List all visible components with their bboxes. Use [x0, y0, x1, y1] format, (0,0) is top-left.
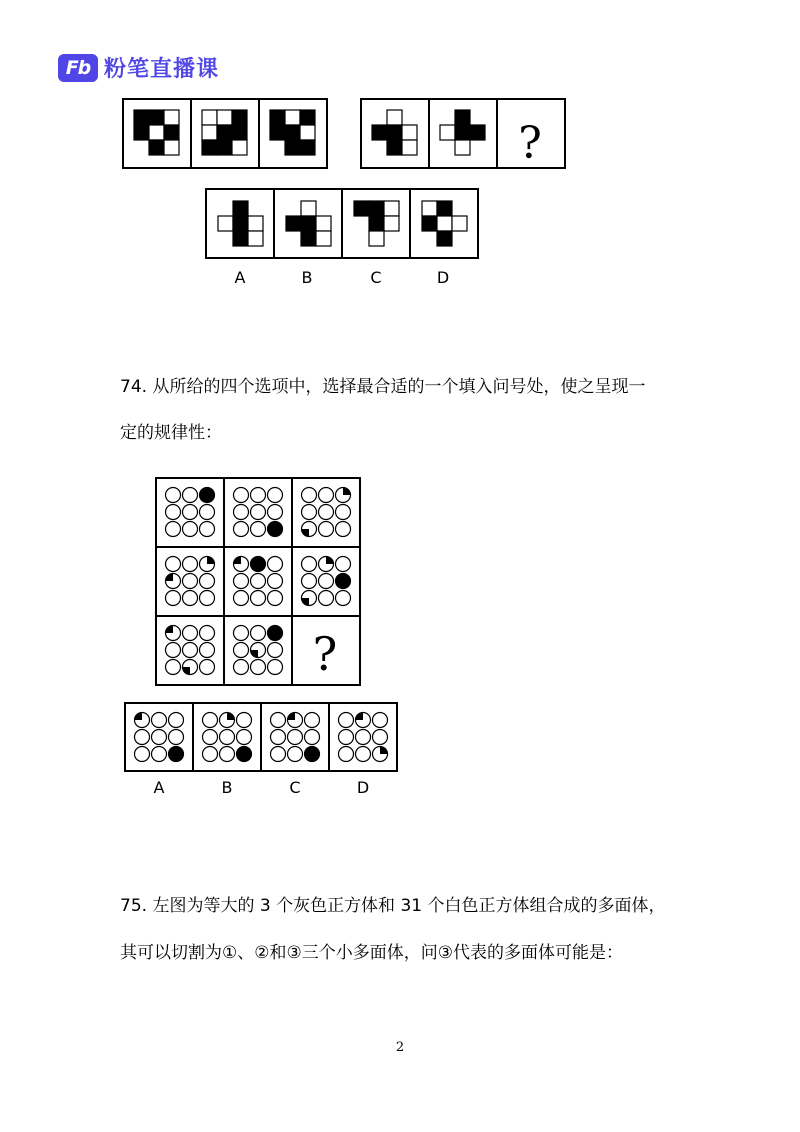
q74-circle	[268, 522, 283, 537]
q74-circle	[319, 488, 334, 503]
q73-block	[217, 110, 232, 125]
q74-circle	[336, 591, 351, 606]
q74-circle	[203, 713, 218, 728]
q73-block	[217, 125, 232, 140]
q74-circle	[339, 713, 354, 728]
q74-circle	[220, 730, 235, 745]
q74-circle	[251, 591, 266, 606]
q74-circle	[305, 747, 320, 762]
q74-circle	[237, 730, 252, 745]
q73-block	[149, 140, 164, 155]
q73-option-a-label: A	[234, 268, 246, 287]
q74-circle	[135, 730, 150, 745]
q73-block	[149, 110, 164, 125]
q74-circle	[268, 505, 283, 520]
q74-circle	[305, 713, 320, 728]
q73-block	[455, 110, 470, 125]
q74-circle	[251, 522, 266, 537]
q73-block	[232, 125, 247, 140]
q74-circle	[183, 488, 198, 503]
q74-circle	[200, 643, 215, 658]
q74-circle	[169, 713, 184, 728]
q74-circle	[166, 522, 181, 537]
q73-block	[248, 216, 263, 231]
q74-circle	[288, 747, 303, 762]
q74-circle	[234, 505, 249, 520]
q74-circle	[183, 626, 198, 641]
q73-block	[384, 201, 399, 216]
q73-block	[437, 201, 452, 216]
q74-circle	[166, 643, 181, 658]
q74-option-d-label: D	[356, 778, 370, 797]
q73-block	[437, 216, 452, 231]
q74-circle	[220, 747, 235, 762]
q75-text-line1: 75. 左图为等大的 3 个灰色正方体和 31 个白色正方体组合成的多面体，	[120, 896, 666, 916]
q73-sequence-figure	[123, 99, 565, 168]
q74-circle	[183, 557, 198, 572]
q74-circle	[251, 660, 266, 675]
q74-circle	[166, 591, 181, 606]
q73-block	[202, 140, 217, 155]
q73-block	[369, 231, 384, 246]
q73-block	[202, 125, 217, 140]
q74-circle	[305, 730, 320, 745]
q73-block	[387, 140, 402, 155]
q74-circle	[183, 522, 198, 537]
q73-block	[233, 216, 248, 231]
q74-circle	[319, 505, 334, 520]
q74-circle	[336, 522, 351, 537]
q73-block	[232, 110, 247, 125]
q74-option-a-label: A	[153, 778, 165, 797]
q74-circle	[200, 660, 215, 675]
q75-text-line2: 其可以切割为①、②和③三个小多面体，问③代表的多面体可能是：	[120, 943, 623, 963]
q73-block	[387, 125, 402, 140]
q74-circle	[166, 488, 181, 503]
q74-question-mark: ?	[312, 627, 338, 681]
q73-block	[217, 140, 232, 155]
q73-block	[233, 231, 248, 246]
q74-circle	[319, 591, 334, 606]
q73-block	[164, 140, 179, 155]
page-number: 2	[395, 1040, 405, 1055]
q74-circle	[251, 505, 266, 520]
q73-block	[470, 125, 485, 140]
q74-circle	[183, 505, 198, 520]
q74-circle	[268, 488, 283, 503]
q73-block	[452, 216, 467, 231]
q74-circle	[336, 574, 351, 589]
logo-text: 粉笔直播课	[104, 57, 220, 82]
q74-circle	[302, 574, 317, 589]
q73-option-b-label: B	[301, 268, 313, 287]
q74-circle	[373, 730, 388, 745]
q73-block	[387, 110, 402, 125]
q74-circle	[336, 505, 351, 520]
q73-block	[285, 125, 300, 140]
q74-circle	[271, 747, 286, 762]
q73-block	[301, 216, 316, 231]
q73-block	[285, 110, 300, 125]
q74-circle	[135, 747, 150, 762]
q73-block	[286, 216, 301, 231]
q73-block	[285, 140, 300, 155]
q74-circle	[152, 730, 167, 745]
q74-circle	[356, 747, 371, 762]
q73-block	[402, 125, 417, 140]
q74-circle	[200, 626, 215, 641]
q73-option-c-label: C	[370, 268, 382, 287]
q74-circle	[200, 591, 215, 606]
q74-circle	[169, 730, 184, 745]
q74-circle	[237, 747, 252, 762]
q73-block	[455, 125, 470, 140]
q74-circle	[234, 488, 249, 503]
q73-block	[354, 201, 369, 216]
q73-block	[369, 201, 384, 216]
q74-circle	[152, 713, 167, 728]
q74-circle	[271, 730, 286, 745]
q74-circle	[166, 557, 181, 572]
q74-circle	[319, 574, 334, 589]
q74-circle	[336, 557, 351, 572]
q74-circle	[271, 713, 286, 728]
q74-circle	[169, 747, 184, 762]
q74-circle	[183, 643, 198, 658]
q73-block	[316, 216, 331, 231]
q74-circle	[234, 626, 249, 641]
q74-circle	[251, 626, 266, 641]
q73-block	[134, 125, 149, 140]
q74-circle	[234, 643, 249, 658]
q73-block	[232, 140, 247, 155]
q74-circle	[183, 574, 198, 589]
q74-text-line2: 定的规律性：	[120, 423, 222, 443]
q74-circle	[200, 522, 215, 537]
q74-circle	[166, 660, 181, 675]
q73-block	[372, 125, 387, 140]
q73-block	[316, 231, 331, 246]
q73-block	[270, 110, 285, 125]
q74-circle	[234, 574, 249, 589]
q74-circle	[373, 713, 388, 728]
q74-circle	[302, 488, 317, 503]
q74-circle	[302, 505, 317, 520]
q73-block	[422, 216, 437, 231]
q74-circle	[288, 730, 303, 745]
q74-circle	[251, 488, 266, 503]
q73-block	[218, 216, 233, 231]
q74-circle	[234, 660, 249, 675]
q74-circle	[166, 505, 181, 520]
q74-circle	[200, 488, 215, 503]
q74-circle	[356, 730, 371, 745]
q74-circle	[268, 591, 283, 606]
q74-circle	[268, 574, 283, 589]
q73-block	[422, 201, 437, 216]
q73-block	[301, 201, 316, 216]
q74-circle	[268, 626, 283, 641]
q73-block	[164, 125, 179, 140]
q73-block	[233, 201, 248, 216]
q73-block	[202, 110, 217, 125]
q73-block	[270, 125, 285, 140]
q74-circle	[268, 643, 283, 658]
q73-block	[440, 125, 455, 140]
q73-option-d-label: D	[436, 268, 450, 287]
q73-block	[149, 125, 164, 140]
q74-text-line1: 74. 从所给的四个选项中，选择最合适的一个填入问号处，使之呈现一	[120, 377, 646, 397]
q74-circle	[237, 713, 252, 728]
q74-circle	[200, 574, 215, 589]
q74-options-figure	[125, 703, 397, 771]
q74-circle	[339, 730, 354, 745]
q73-block	[164, 110, 179, 125]
q73-block	[134, 110, 149, 125]
q73-question-mark: ?	[518, 118, 542, 169]
q74-circle	[339, 747, 354, 762]
q73-options-figure	[206, 189, 478, 258]
q73-block	[300, 125, 315, 140]
q74-circle	[319, 522, 334, 537]
q73-block	[300, 140, 315, 155]
q73-block	[248, 231, 263, 246]
q74-circle	[302, 557, 317, 572]
q73-block	[402, 140, 417, 155]
q73-block	[300, 110, 315, 125]
q74-circle	[183, 591, 198, 606]
q74-circle	[251, 574, 266, 589]
q74-option-b-label: B	[221, 778, 233, 797]
q74-option-c-label: C	[289, 778, 301, 797]
q74-circle	[234, 522, 249, 537]
q73-block	[384, 216, 399, 231]
q73-block	[369, 216, 384, 231]
q74-circle	[200, 505, 215, 520]
q74-circle	[203, 730, 218, 745]
q74-circle	[152, 747, 167, 762]
q74-circle	[268, 557, 283, 572]
q73-block	[455, 140, 470, 155]
q74-circle	[234, 591, 249, 606]
q73-block	[437, 231, 452, 246]
q74-circle	[251, 557, 266, 572]
q73-block	[301, 231, 316, 246]
q74-circle	[268, 660, 283, 675]
q74-circle	[203, 747, 218, 762]
logo-mark: Fb	[58, 54, 98, 82]
